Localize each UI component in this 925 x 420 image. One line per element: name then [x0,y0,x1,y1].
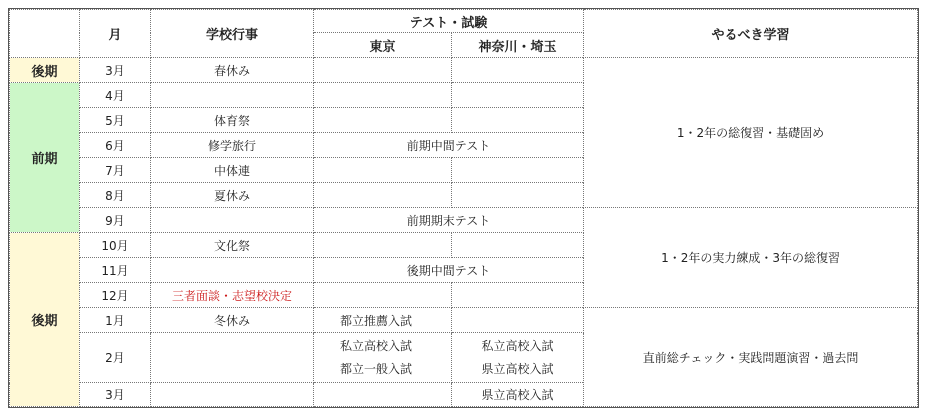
header-tests: テスト・試験 [314,10,584,33]
event-cell: 修学旅行 [151,133,314,158]
header-kanagawa-saitama: 神奈川・埼玉 [452,33,584,58]
school-schedule-table [9,9,918,407]
month-cell: 2月 [80,333,151,383]
test-cell-midterm-late: 後期中間テスト [314,258,584,283]
ks-feb-line-2: 県立高校入試 [481,361,554,376]
month-cell: 11月 [80,258,151,283]
ks-cell [452,83,584,108]
tokyo-cell [314,383,452,407]
header-study: やるべき学習 [584,10,918,58]
month-cell: 1月 [80,308,151,333]
month-cell: 12月 [80,283,151,308]
term-late-prev: 後期 [10,58,80,83]
month-cell: 4月 [80,83,151,108]
term-late: 後期 [10,233,80,407]
study-block-2: 1・2年の実力練成・3年の総復習 [584,208,918,308]
study-block-1: 1・2年の総復習・基礎固め [584,58,918,208]
ks-cell [452,308,584,333]
event-cell [151,383,314,407]
ks-cell: 県立高校入試 [452,383,584,407]
event-cell [151,258,314,283]
tokyo-cell [314,158,452,183]
event-cell [151,333,314,383]
event-cell: 中体連 [151,158,314,183]
header-month: 月 [80,10,151,58]
event-cell: 春休み [151,58,314,83]
study-block-3: 直前総チェック・実践問題演習・過去問 [584,308,918,407]
event-cell-highlight: 三者面談・志望校決定 [151,283,314,308]
ks-cell [452,108,584,133]
ks-cell [452,283,584,308]
month-cell: 8月 [80,183,151,208]
tokyo-cell [314,283,452,308]
tokyo-cell [314,58,452,83]
tokyo-cell [314,108,452,133]
tokyo-cell-feb [314,333,452,383]
test-cell-final-early: 前期期末テスト [314,208,584,233]
event-cell: 夏休み [151,183,314,208]
ks-cell [452,183,584,208]
ks-feb-line-1: 私立高校入試 [481,338,554,353]
month-cell: 6月 [80,133,151,158]
event-cell: 冬休み [151,308,314,333]
corner-cell [10,10,80,58]
test-cell-midterm-early: 前期中間テスト [314,133,584,158]
month-cell: 9月 [80,208,151,233]
month-cell: 7月 [80,158,151,183]
tokyo-feb-line-2: 都立一般入試 [340,361,413,376]
ks-cell-feb [452,333,584,383]
month-cell: 5月 [80,108,151,133]
event-cell [151,208,314,233]
month-cell: 10月 [80,233,151,258]
header-events: 学校行事 [151,10,314,58]
tokyo-feb-line-1: 私立高校入試 [340,338,413,353]
month-cell: 3月 [80,383,151,407]
term-early: 前期 [10,83,80,233]
tokyo-cell [314,183,452,208]
month-cell: 3月 [80,58,151,83]
event-cell [151,83,314,108]
ks-cell [452,233,584,258]
header-tokyo: 東京 [314,33,452,58]
ks-cell [452,158,584,183]
event-cell: 文化祭 [151,233,314,258]
event-cell: 体育祭 [151,108,314,133]
ks-cell [452,58,584,83]
tokyo-cell [314,83,452,108]
tokyo-cell: 都立推薦入試 [314,308,452,333]
tokyo-cell [314,233,452,258]
